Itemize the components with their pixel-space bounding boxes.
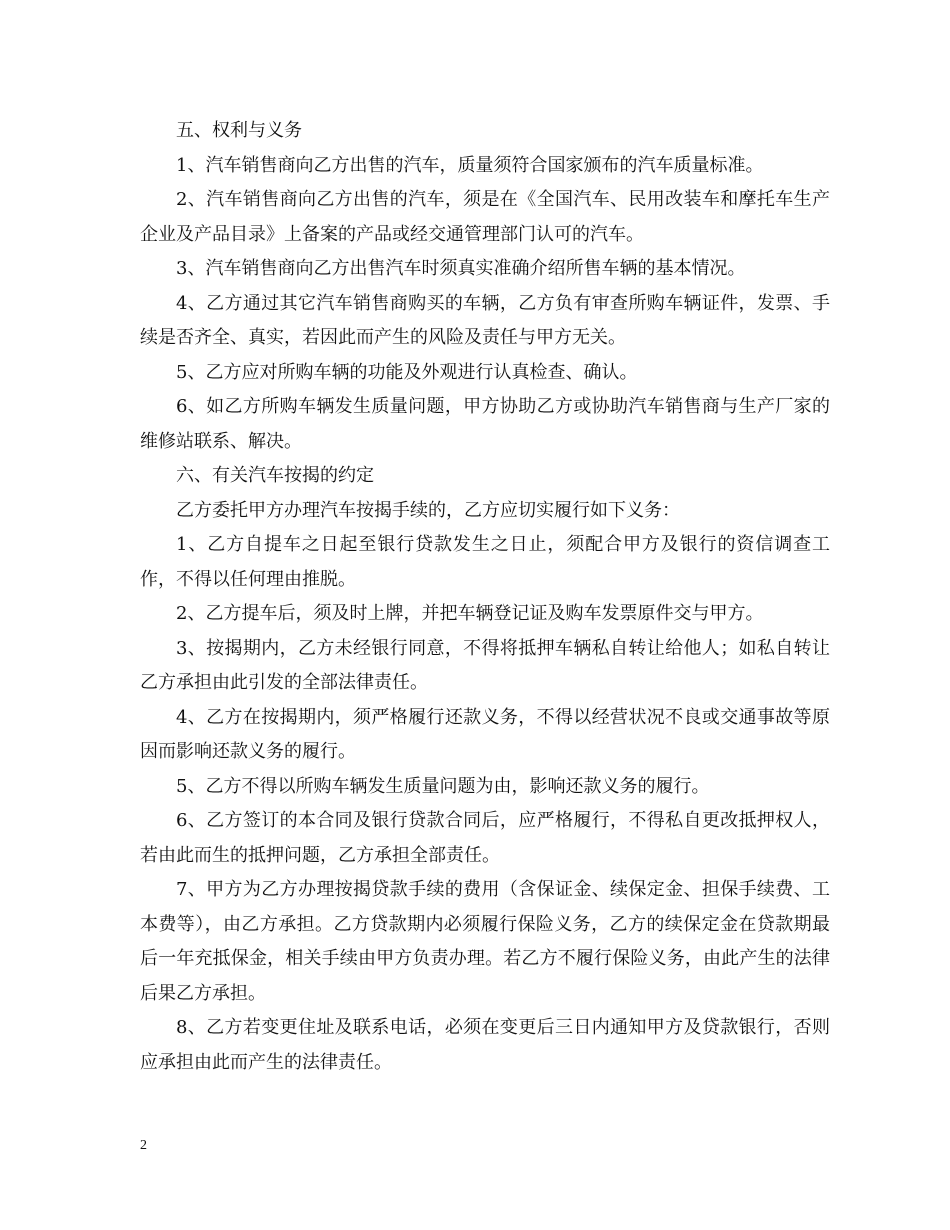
paragraph: 2、汽车销售商向乙方出售的汽车，须是在《全国汽车、民用改装车和摩托车生产企业及产品目录》上备案的产品或经交通管理部门认可的汽车。 — [140, 189, 830, 245]
document-body — [140, 114, 830, 1080]
page-number: 2 — [140, 1138, 147, 1153]
paragraph: 3、按揭期内，乙方未经银行同意，不得将抵押车辆私自转让给他人；如私自转让乙方承担由此引发的全部法律责任。 — [140, 637, 830, 693]
paragraph: 6、乙方签订的本合同及银行贷款合同后，应严格履行，不得私自更改抵押权人，若由此而生的抵押问题，乙方承担全部责任。 — [140, 810, 830, 866]
paragraph: 6、如乙方所购车辆发生质量问题，甲方协助乙方或协助汽车销售商与生产厂家的维修站联系、解决。 — [140, 396, 830, 452]
paragraph: 乙方委托甲方办理汽车按揭手续的，乙方应切实履行如下义务： — [176, 499, 680, 521]
paragraph: 8、乙方若变更住址及联系电话，必须在变更后三日内通知甲方及贷款银行，否则应承担由此而产生的法律责任。 — [140, 1017, 830, 1073]
section-heading-mortgage: 六、有关汽车按揭的约定 — [176, 465, 374, 486]
paragraph: 2、乙方提车后，须及时上牌，并把车辆登记证及购车发票原件交与甲方。 — [176, 603, 764, 624]
paragraph: 1、汽车销售商向乙方出售的汽车，质量须符合国家颁布的汽车质量标准。 — [176, 154, 764, 176]
paragraph: 5、乙方不得以所购车辆发生质量问题为由，影响还款义务的履行。 — [176, 775, 710, 797]
paragraph: 1、乙方自提车之日起至银行贷款发生之日止，须配合甲方及银行的资信调查工作，不得以任何理由推脱。 — [140, 534, 830, 590]
paragraph: 7、甲方为乙方办理按揭贷款手续的费用（含保证金、续保定金、担保手续费、工本费等），由乙方承担。乙方贷款期内必须履行保险义务，乙方的续保定金在贷款期最后一年充抵保金，相关手续由甲方负责办理。若乙方不履行保险义务，由此产生的法律后果乙方承担。 — [140, 879, 830, 1004]
paragraph: 3、汽车销售商向乙方出售汽车时须真实准确介绍所售车辆的基本情况。 — [176, 258, 746, 279]
paragraph: 5、乙方应对所购车辆的功能及外观进行认真检查、确认。 — [176, 361, 638, 383]
section-heading-rights: 五、权利与义务 — [176, 120, 302, 141]
paragraph: 4、乙方在按揭期内，须严格履行还款义务，不得以经营状况不良或交通事故等原因而影响还款义务的履行。 — [140, 706, 830, 762]
paragraph: 4、乙方通过其它汽车销售商购买的车辆，乙方负有审查所购车辆证件，发票、手续是否齐全、真实，若因此而产生的风险及责任与甲方无关。 — [140, 292, 830, 348]
